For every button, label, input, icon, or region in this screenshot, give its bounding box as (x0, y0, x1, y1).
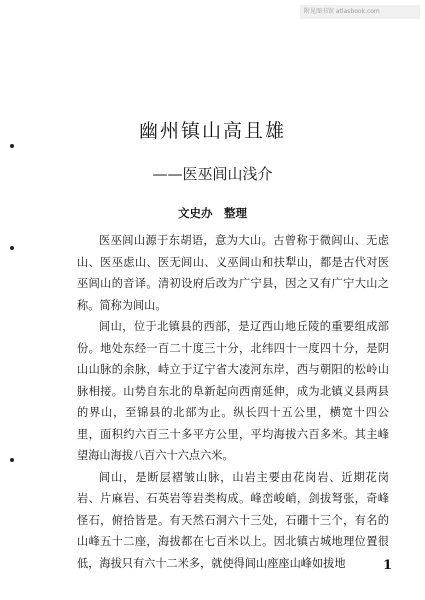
page-number: 1 (383, 558, 393, 573)
watermark-stamp: 附见图书馆 atlasbook.com (300, 5, 420, 19)
article-subtitle: ——医巫闾山浅介 (152, 165, 273, 183)
margin-dot (10, 458, 14, 462)
paragraph: 医巫闾山源于东胡语，意为大山。古曾称于微闾山、无虑山、医巫虑山、医无闾山、义巫闾山和扶犁山，都是古代对医巫闾山的音译。清初设府后改为广宁县，因之又有广宁大山之称。简称为闾山。 (77, 234, 389, 312)
article-byline: 文史办 整理 (178, 206, 247, 220)
margin-dot (10, 246, 14, 250)
paragraph: 闾山，是断层褶皱山脉，山岩主要由花岗岩、近期花岗岩、片麻岩、石英岩等岩类构成。峰峦峻峭，剑拔弩张，奇峰怪石，俯拾皆是。有天然石洞六十三处，石硼十三个，有名的山峰五十二座，海拔都在七百米以上。因北镇古城地理位置很低，海拔只有六十二米多，就使得闾山座座山峰如拔地 (77, 470, 389, 570)
article-body (77, 230, 389, 574)
paragraph: 闾山，位于北镇县的西部，是辽西山地丘陵的重要组成部份。地处东经一百二十度三十分，北纬四十一度四十分，是阴山山脉的余脉，峙立于辽宁省大凌河东岸，西与朝阳的松岭山脉相接。山势自东北的阜新起向西南延伸，成为北镇义县两县的界山，至锦县的北部为止。纵长四十五公里，横宽十四公里，面积约六百三十多平方公里，平均海拔六百多米。其主峰望海山海拔八百六十六点六米。 (77, 320, 389, 462)
article-title: 幽州镇山高且雄 (138, 120, 286, 142)
margin-dot (10, 144, 14, 148)
